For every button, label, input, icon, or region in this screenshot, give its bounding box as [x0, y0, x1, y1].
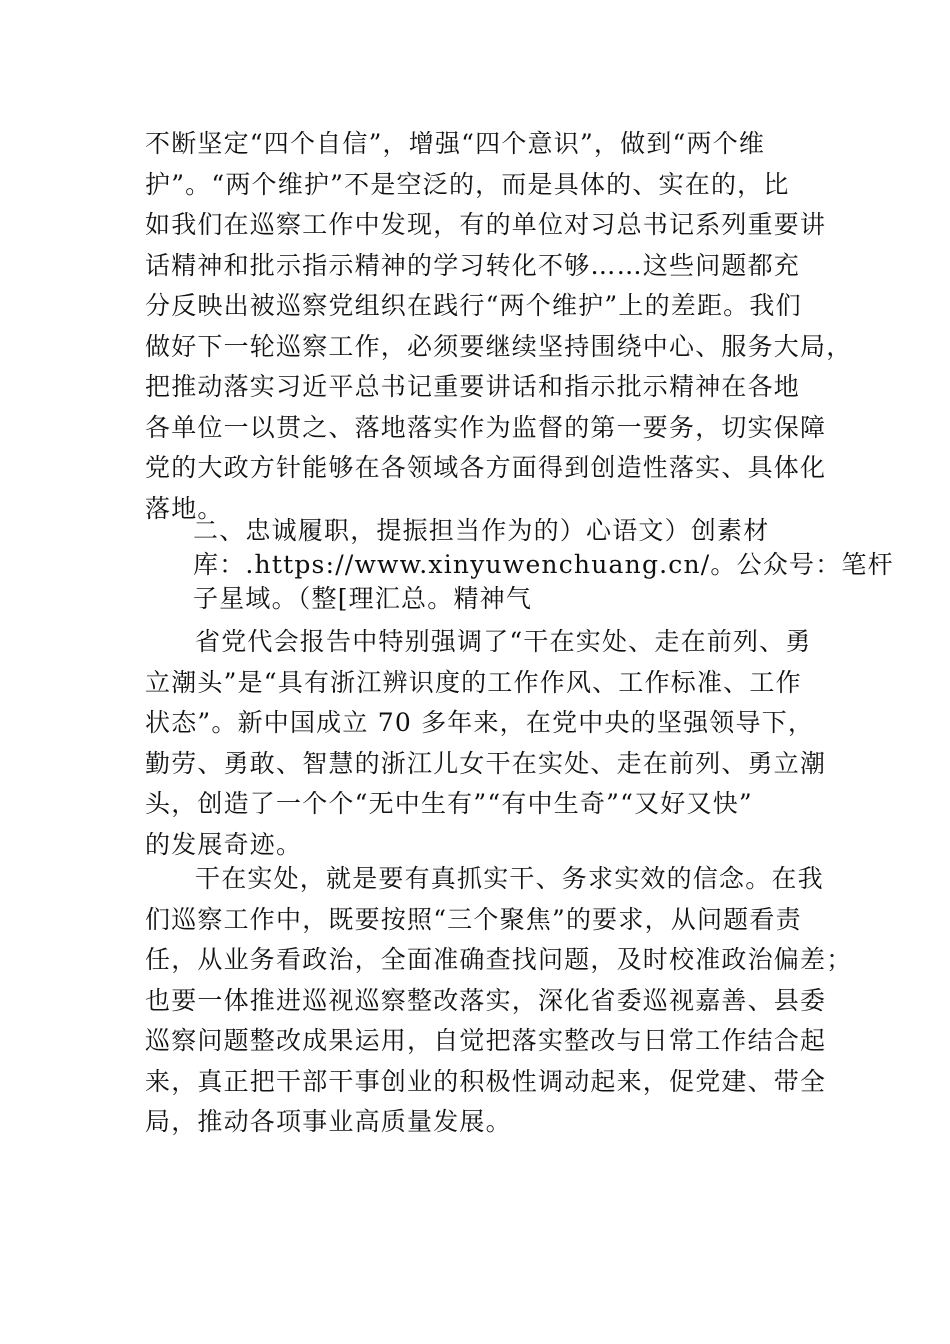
text-line: 做好下一轮巡察工作，必须要继续坚持围绕中心、服务大局，	[145, 331, 853, 361]
text-line: 状态”。新中国成立 70 多年来，在党中央的坚强领导下，	[145, 708, 815, 737]
paragraph-1	[145, 124, 853, 529]
text-line: 任，从业务看政治，全面准确查找问题，及时校准政治偏差；	[145, 945, 853, 974]
text-line: 话精神和批示指示精神的学习转化不够……这些问题都充	[145, 250, 801, 280]
text-line: 也要一体推进巡视巡察整改落实，深化省委巡视嘉善、县委	[145, 985, 827, 1015]
heading-line: 子星域。（整[理汇总。精神气	[193, 584, 533, 613]
text-line: 干在实处，就是要有真抓实干、务求实效的信念。在我	[195, 864, 824, 893]
text-line: 各单位一以贯之、落地落实作为监督的第一要务，切实保障	[145, 412, 827, 442]
text-line: 的发展奇迹。	[145, 829, 303, 859]
text-line: 党的大政方针能够在各领域各方面得到创造性落实、具体化	[145, 453, 827, 482]
text-line: 把推动落实习近平总书记重要讲话和指示批示精神在各地	[145, 372, 801, 401]
text-line: 来，真正把干部干事创业的积极性调动起来，促党建、带全	[145, 1066, 827, 1096]
text-line: 局，推动各项事业高质量发展。	[145, 1107, 512, 1136]
text-line: 立潮头”是“具有浙江辨识度的工作作风、工作标准、工作	[145, 667, 802, 697]
section-heading-2	[193, 514, 894, 616]
text-line: 分反映出被巡察党组织在践行“两个维护”上的差距。我们	[145, 291, 802, 320]
text-line: 落地。	[145, 493, 224, 523]
paragraph-4	[145, 859, 853, 1143]
text-line: 省党代会报告中特别强调了“干在实处、走在前列、勇	[195, 627, 812, 656]
text-line: 不断坚定“四个自信”，增强“四个意识”，做到“两个维	[145, 129, 766, 158]
text-line: 巡察问题整改成果运用，自觉把落实整改与日常工作结合起	[145, 1026, 827, 1055]
text-line: 勤劳、勇敢、智慧的浙江儿女干在实处、走在前列、勇立潮	[145, 748, 827, 778]
text-line: 如我们在巡察工作中发现，有的单位对习总书记系列重要讲	[145, 210, 827, 239]
text-line: 护”。“两个维护”不是空泛的，而是具体的、实在的，比	[145, 169, 790, 199]
heading-line: 库：.https://www.xinyuwenchuang.cn/。公众号：笔杆	[193, 550, 894, 579]
text-line: 头，创造了一个个“无中生有”“有中生奇”“又好又快”	[145, 789, 753, 818]
paragraph-3	[145, 622, 827, 865]
text-line: 们巡察工作中，既要按照“三个聚焦”的要求，从问题看责	[145, 904, 802, 934]
heading-line: 二、忠诚履职，提振担当作为的）心语文）创素材	[193, 516, 770, 545]
